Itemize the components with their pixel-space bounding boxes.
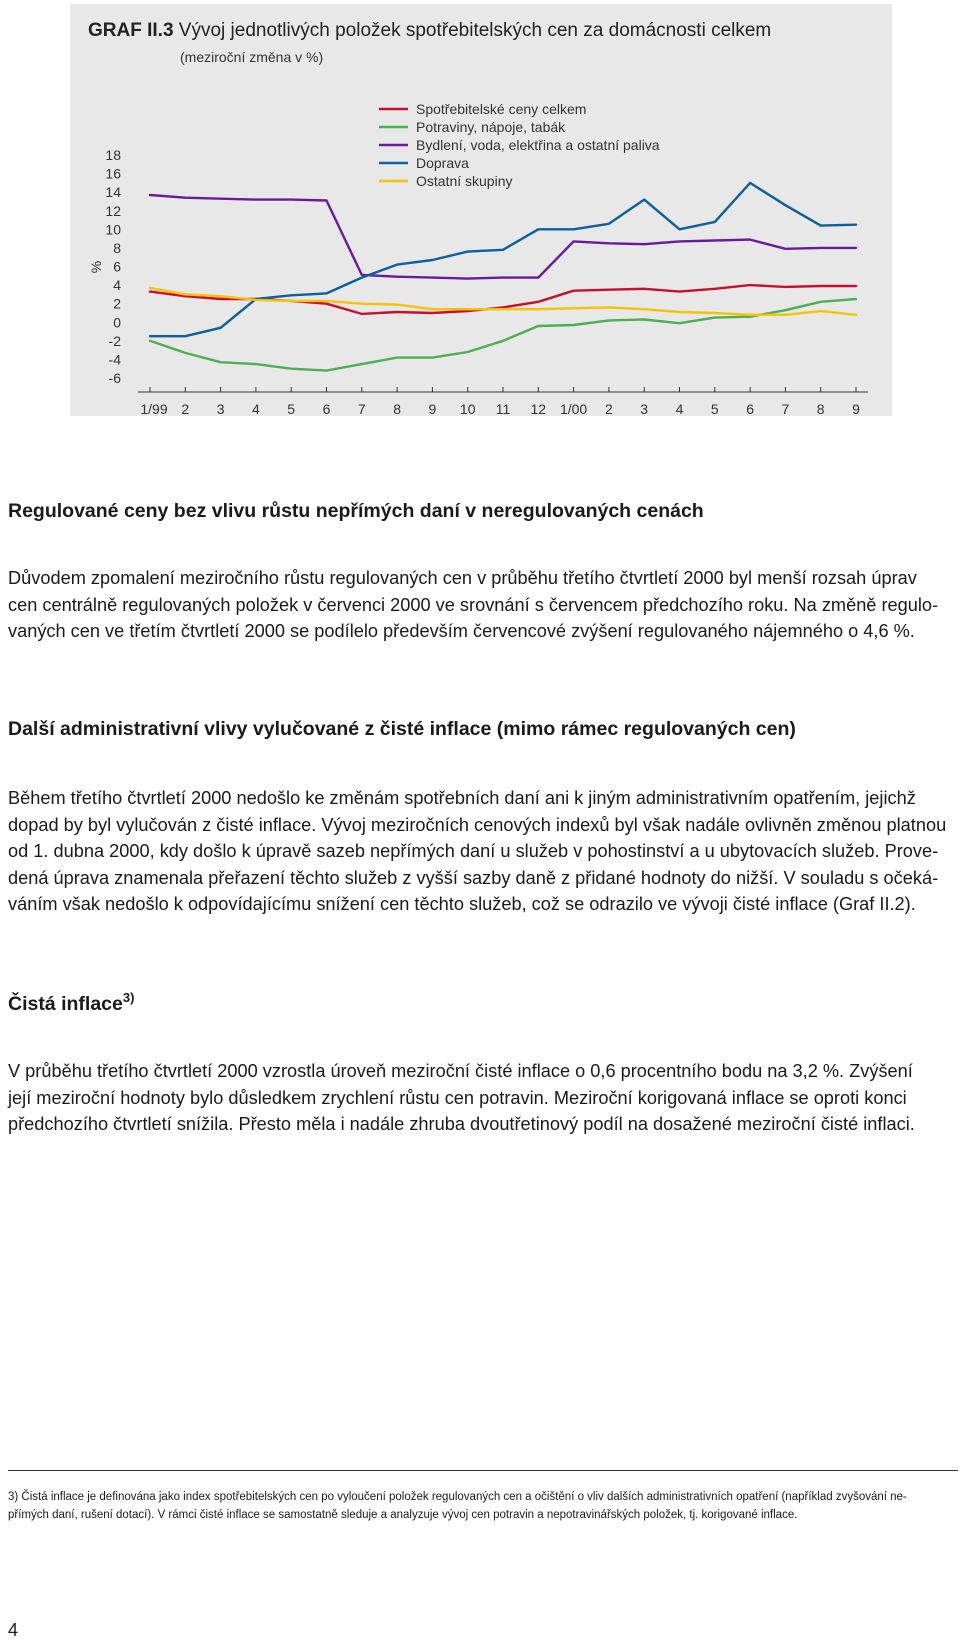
paragraph-line: váním však nedošlo k odpovídajícímu snížení cen těchto služeb, což se odrazilo ve vývoji čisté inflace (Graf II.2). bbox=[8, 894, 916, 914]
x-tick-label: 7 bbox=[781, 401, 790, 417]
section-heading-regulated-prices: Regulované ceny bez vlivu růstu nepřímých daní v neregulovaných cenách bbox=[8, 500, 704, 522]
x-tick-label: 9 bbox=[852, 401, 860, 417]
paragraph-line: její meziroční hodnoty bylo důsledkem zrychlení růstu cen potravin. Meziroční korigovaná inflace se oproti konci bbox=[8, 1087, 907, 1108]
paragraph-line: Důvodem zpomalení meziročního růstu regulovaných cen v průběhu třetího čtvrtletí 2000 byl menší rozsah úprav bbox=[8, 568, 917, 588]
x-tick-label: 1/99 bbox=[140, 401, 168, 417]
y-tick-label: 14 bbox=[105, 184, 121, 201]
x-tick-label: 10 bbox=[459, 401, 476, 417]
y-tick-label: 16 bbox=[105, 165, 121, 182]
x-tick-label: 3 bbox=[216, 401, 225, 417]
x-tick-label: 2 bbox=[605, 401, 613, 417]
legend-label: Bydlení, voda, elektřina a ostatní paliva bbox=[416, 137, 660, 153]
series-line bbox=[150, 183, 856, 336]
paragraph-line: vaných cen ve třetím čtvrtletí 2000 se podílelo především červencové zvýšení regulovaného nájemného o 4,6 %. bbox=[8, 621, 915, 641]
x-tick-label: 3 bbox=[640, 401, 649, 417]
footnote-line: přímých daní, rušení dotací). V rámci čisté inflace se samostatně sleduje a analyzuje vývoj cen potravin a nepotravinářských položek, tj. korigované inflace. bbox=[8, 1509, 798, 1521]
line-chart bbox=[0, 0, 960, 420]
x-tick-label: 5 bbox=[287, 401, 296, 417]
x-tick-label: 5 bbox=[710, 401, 719, 417]
y-tick-label: 4 bbox=[113, 277, 121, 294]
y-tick-label: -6 bbox=[108, 370, 121, 386]
section-heading-core-inflation bbox=[8, 990, 134, 1016]
section-heading-text: Čistá inflace bbox=[8, 993, 123, 1015]
chart-title-text: Vývoj jednotlivých položek spotřebitelských cen za domácnosti celkem bbox=[173, 20, 772, 41]
y-tick-label: -2 bbox=[108, 332, 121, 349]
y-tick-label: 10 bbox=[105, 221, 121, 238]
legend-label: Ostatní skupiny bbox=[416, 173, 513, 189]
paragraph-administrative-influences bbox=[8, 785, 960, 918]
x-tick-label: 4 bbox=[252, 401, 260, 417]
y-axis-label: % bbox=[88, 260, 104, 274]
paragraph-line: dená úprava znamenala přeřazení těchto služeb z vyšší sazby daně z přidané hodnoty do nižší. V souladu s očeká- bbox=[8, 867, 939, 888]
series-line bbox=[150, 288, 856, 315]
paragraph-line: od 1. dubna 2000, kdy došlo k úpravě sazeb nepřímých daní u služeb v pohostinství a u ubytovacích služeb. Prove- bbox=[8, 841, 939, 861]
paragraph-line: Během třetího čtvrtletí 2000 nedošlo ke změnám spotřebních daní ani k jiným administrativním opatřením, jejichž bbox=[8, 788, 916, 808]
x-tick-label: 8 bbox=[816, 401, 825, 417]
x-tick-label: 4 bbox=[675, 401, 684, 417]
chart-title-prefix: GRAF II.3 bbox=[88, 20, 174, 41]
footnote-divider bbox=[8, 1470, 958, 1471]
section-heading-administrative-influences: Další administrativní vlivy vylučované z čisté inflace (mimo rámec regulovaných cen) bbox=[8, 718, 796, 740]
series-line bbox=[150, 195, 856, 279]
paragraph-line: V průběhu třetího čtvrtletí 2000 vzrostla úroveň meziroční čisté inflace o 0,6 procentního bodu na 3,2 %. Zvýšení bbox=[8, 1061, 913, 1081]
x-tick-label: 11 bbox=[495, 401, 511, 417]
paragraph-regulated-prices bbox=[8, 565, 960, 645]
y-tick-label: 18 bbox=[105, 147, 121, 163]
chart-subtitle: (meziroční změna v %) bbox=[180, 49, 324, 65]
x-tick-label: 6 bbox=[746, 401, 754, 417]
footnote-reference[interactable]: 3) bbox=[122, 990, 135, 1005]
legend-label: Spotřebitelské ceny celkem bbox=[416, 101, 587, 117]
footnote bbox=[8, 1488, 907, 1524]
x-tick-label: 12 bbox=[530, 401, 547, 417]
x-tick-label: 1/00 bbox=[559, 401, 588, 417]
x-tick-label: 9 bbox=[428, 401, 437, 417]
y-tick-label: 12 bbox=[105, 202, 121, 219]
y-tick-label: -4 bbox=[108, 351, 121, 368]
paragraph-line: předchozího čtvrtletí snížila. Přesto měla i nadále zhruba dvoutřetinový podíl na dosažené meziroční čisté inflaci. bbox=[8, 1114, 915, 1134]
footnote-line: 3) Čistá inflace je definována jako index spotřebitelských cen po vyloučení položek regulovaných cen a očištění o vliv dalších administrativních opatření (například zvyšování ne- bbox=[8, 1491, 907, 1503]
x-tick-label: 7 bbox=[357, 401, 366, 417]
y-tick-label: 0 bbox=[113, 314, 121, 331]
paragraph-line: cen centrálně regulovaných položek v červenci 2000 ve srovnání s červencem předchozího roku. Na změně regulo- bbox=[8, 594, 939, 615]
y-tick-label: 8 bbox=[113, 239, 121, 256]
y-tick-label: 2 bbox=[113, 295, 121, 312]
x-tick-label: 2 bbox=[181, 401, 190, 417]
page-number: 4 bbox=[8, 1620, 19, 1640]
legend-label: Doprava bbox=[416, 155, 469, 171]
paragraph-core-inflation bbox=[8, 1058, 960, 1138]
x-tick-label: 6 bbox=[322, 401, 331, 417]
y-tick-label: 6 bbox=[113, 258, 121, 275]
paragraph-line: dopad by byl vylučován z čisté inflace. Vývoj meziročních cenových indexů byl však nadále ovlivněn změnou platnou bbox=[8, 814, 947, 835]
legend-label: Potraviny, nápoje, tabák bbox=[416, 119, 566, 135]
x-tick-label: 8 bbox=[393, 401, 401, 417]
